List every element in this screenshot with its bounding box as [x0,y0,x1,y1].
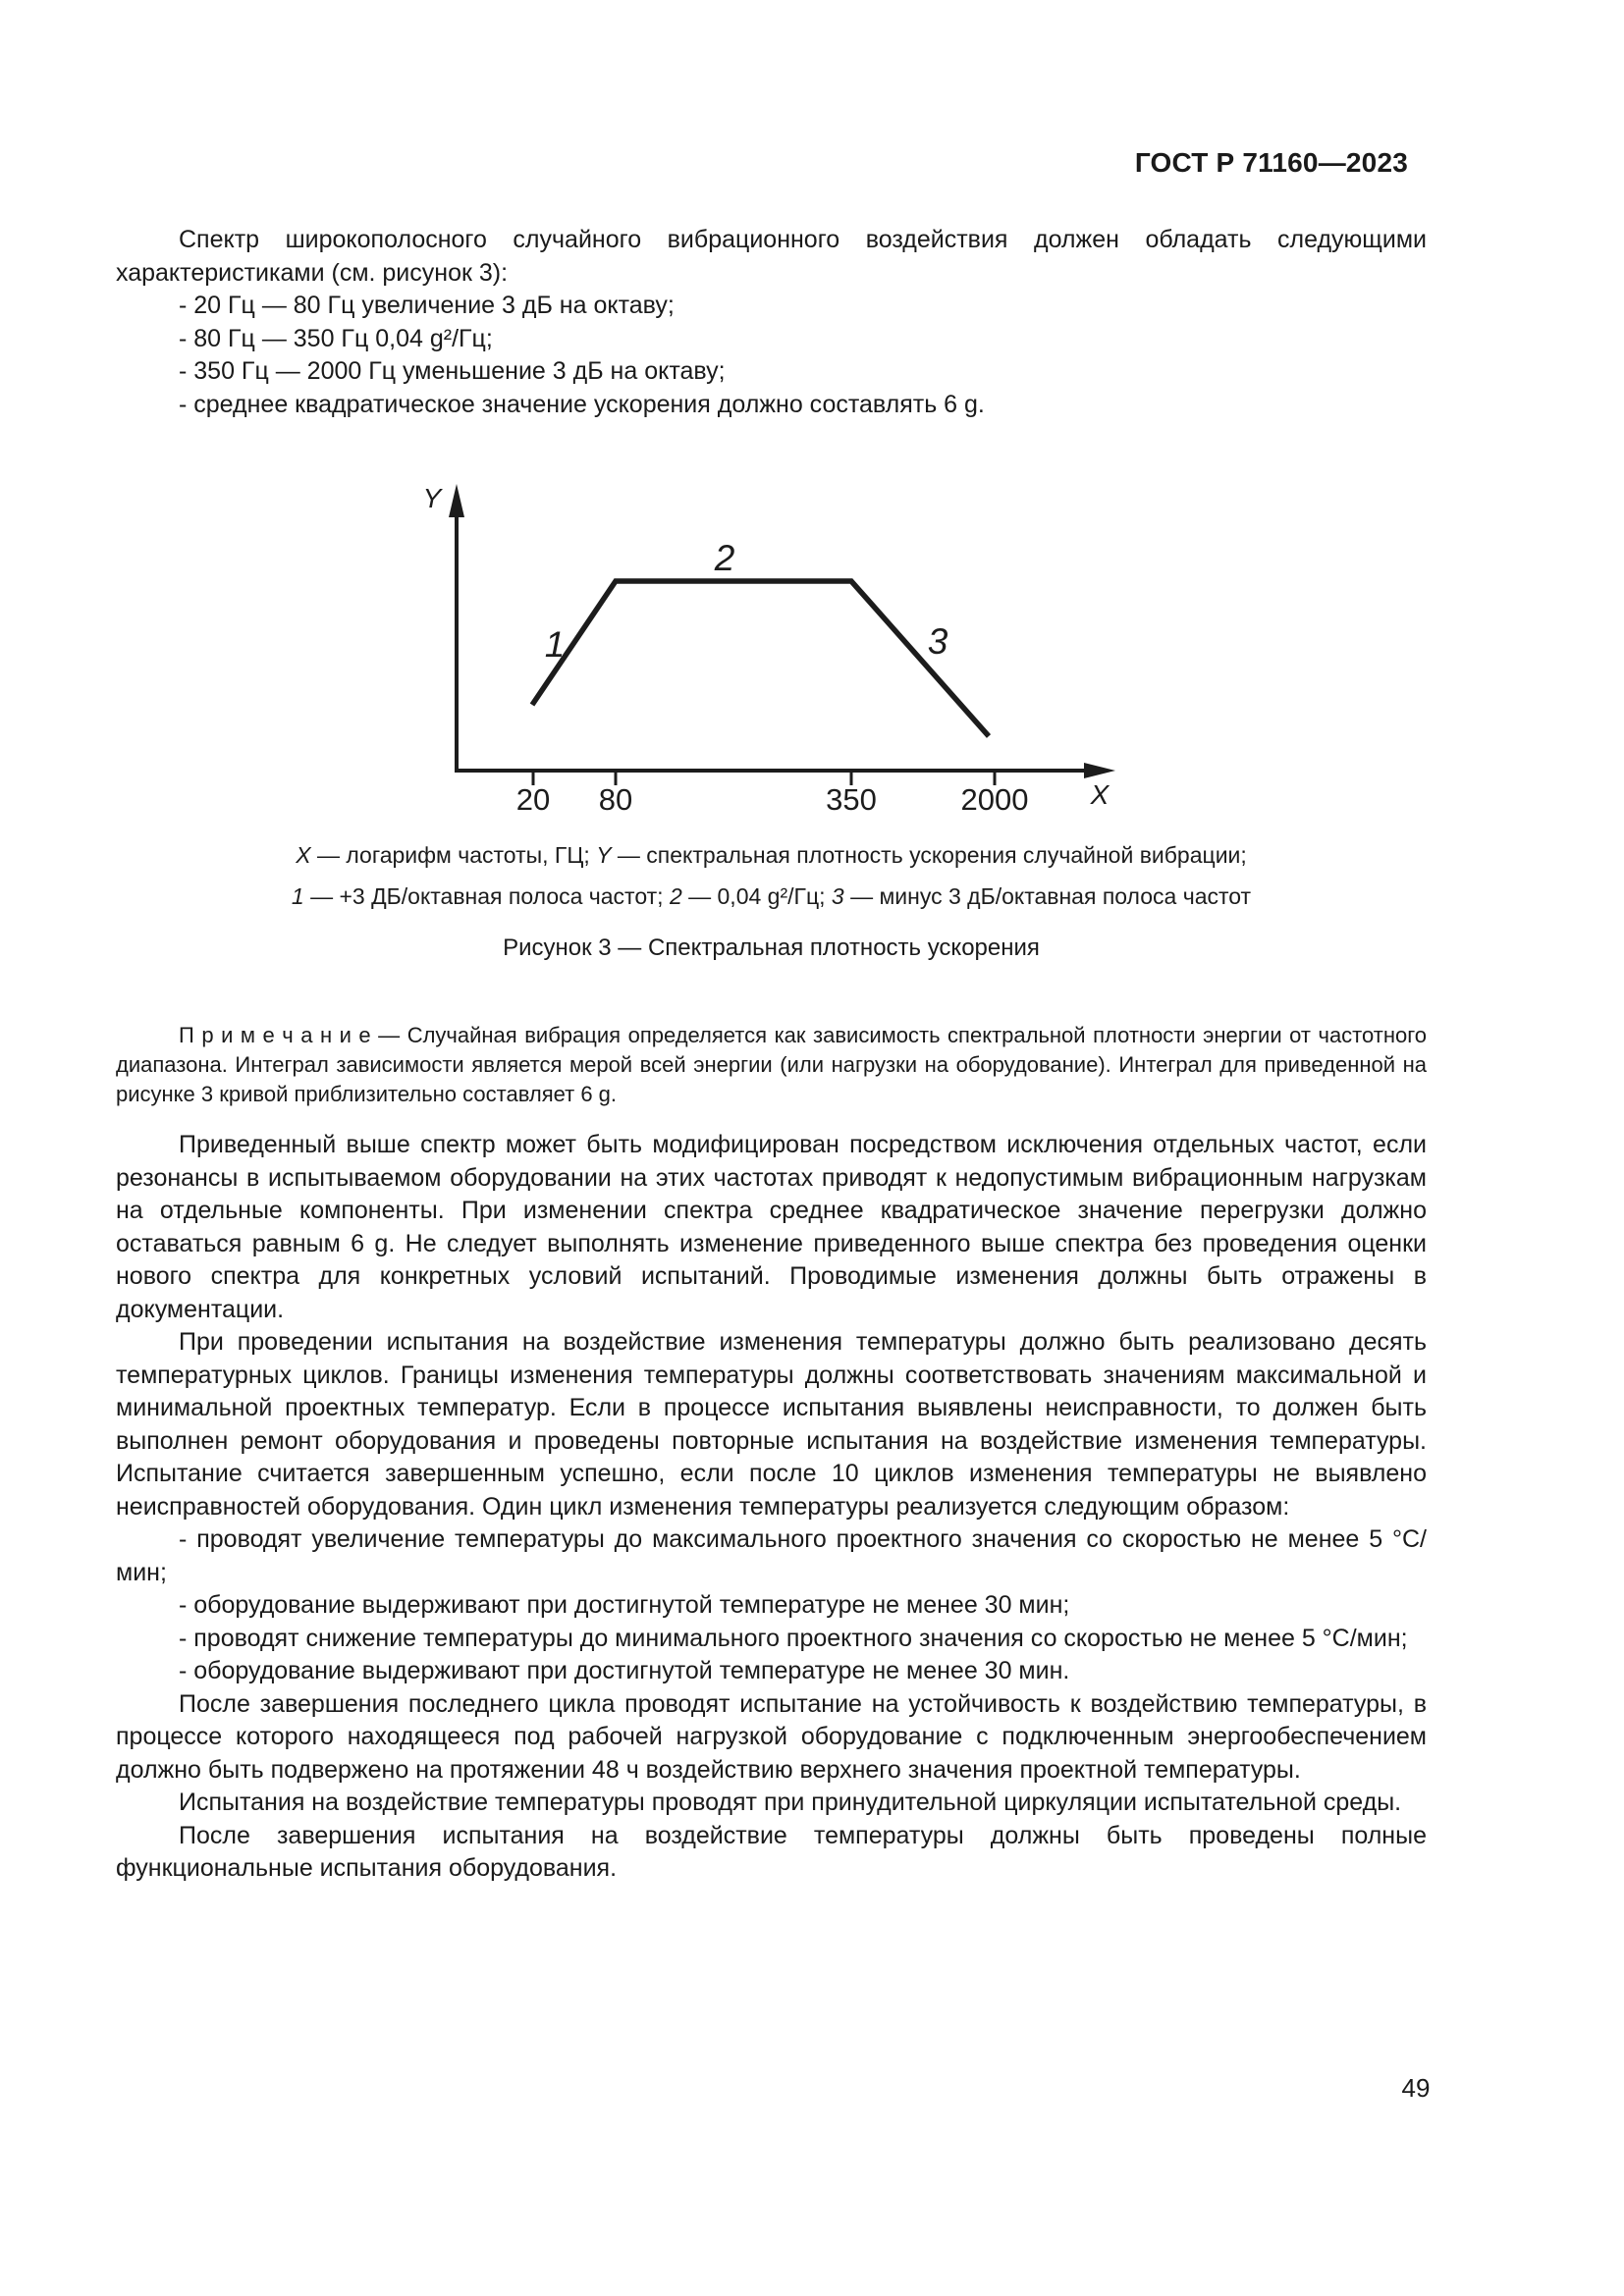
figure-3 [422,476,1129,820]
spectral-density-chart [422,476,1129,820]
intro-section [116,224,1427,421]
y-axis-arrow-icon [449,484,464,517]
body-paragraph: После завершения испытания на воздействие температуры должны быть проведены полные функциональные испытания оборудования. [116,1821,1427,1882]
body-text [116,1129,1427,1886]
legend-var-2: 2 [669,883,682,909]
temperature-bullet-2: - оборудование выдерживают при достигнутой температуре не менее 30 мин; [179,1591,1070,1619]
figure-legend-line1 [116,842,1427,869]
spectrum-bullet-4: - среднее квадратическое значение ускорения должно составлять 6 g. [179,390,985,418]
legend-var-y: Y [596,842,612,868]
legend-var-x: X [296,842,311,868]
page-number: 49 [1401,2073,1431,2103]
figure-caption: Рисунок 3 — Спектральная плотность ускорения [503,934,1040,961]
legend-text: — логарифм частоты, ГЦ; [310,842,597,868]
legend-var-1: 1 [291,883,304,909]
temperature-bullet-4: - оборудование выдерживают при достигнутой температуре не менее 30 мин. [179,1657,1070,1684]
body-paragraph: После завершения последнего цикла проводят испытание на устойчивость к воздействию температуры, в процессе которого находящееся под рабочей нагрузкой оборудование с подключенным энергообеспечением должно быть подвержено на протяжении 48 ч воздействию верхнего значения проектной температуры. [116,1689,1427,1784]
spectrum-curve [532,581,989,736]
doc-number: ГОСТ Р 71160—2023 [1134,147,1408,178]
segment-label-1: 1 [544,624,566,665]
x-axis-label: X [1090,779,1110,810]
temperature-bullet-3: - проводят снижение температуры до минимального проектного значения со скоростью не менее 5 °С/мин; [179,1624,1408,1652]
segment-label-2: 2 [714,538,735,578]
intro-paragraph: Спектр широкополосного случайного вибрационного воздействия должен обладать следующими характеристиками (см. рисунок 3): [116,226,1427,287]
spectrum-bullet-3: - 350 Гц — 2000 Гц уменьшение 3 дБ на октаву; [179,357,726,385]
y-axis-label: Y [422,483,442,513]
x-axis-arrow-icon [1084,763,1115,778]
legend-var-3: 3 [831,883,844,909]
note-paragraph: П р и м е ч а н и е — Случайная вибрация определяется как зависимость спектральной плотности энергии от частотного диапазона. Интеграл зависимости является мерой всей энергии (или нагрузки на оборудование). Интеграл для приведенной на рисунке 3 кривой приблизительно составляет 6 g. [116,1023,1427,1106]
legend-text: — минус 3 дБ/октавная полоса частот [843,883,1252,909]
legend-text: — спектральная плотность ускорения случайной вибрации; [611,842,1247,868]
body-paragraph: Испытания на воздействие температуры проводят при принудительной циркуляции испытательной среды. [179,1789,1402,1816]
legend-text: — 0,04 g²/Гц; [681,883,832,909]
tick-label-350: 350 [826,782,877,817]
figure-legend-line2 [116,883,1427,910]
body-paragraph: При проведении испытания на воздействие изменения температуры должно быть реализовано десять температурных циклов. Границы изменения температуры должны соответствовать значениям максимальной и минимальной проектных температур. Если в процессе испытания выявлены неисправности, то должен быть выполнен ремонт оборудования и проведены повторные испытания на воздействие изменения температуры. Испытание считается завершенным успешно, если после 10 циклов изменения температуры не выявлено неисправностей оборудования. Один цикл изменения температуры реализуется следующим образом: [116,1328,1427,1521]
spectrum-bullet-1: - 20 Гц — 80 Гц увеличение 3 дБ на октаву; [179,292,675,319]
legend-text: — +3 ДБ/октавная полоса частот; [303,883,670,909]
tick-label-80: 80 [598,782,633,817]
temperature-bullet-1: - проводят увеличение температуры до максимального проектного значения со скоростью не менее 5 °С/мин; [116,1525,1427,1586]
tick-label-20: 20 [515,782,551,817]
spectrum-bullet-2: - 80 Гц — 350 Гц 0,04 g²/Гц; [179,324,493,352]
body-paragraph: Приведенный выше спектр может быть модифицирован посредством исключения отдельных частот, если резонансы в испытываемом оборудовании на этих частотах приводят к недопустимым вибрационным нагрузкам на отдельные компоненты. При изменении спектра среднее квадратическое значение перегрузки должно оставаться равным 6 g. Не следует выполнять изменение приведенного выше спектра без проведения оценки нового спектра для конкретных условий испытаний. Проводимые изменения должны быть отражены в документации. [116,1131,1427,1323]
tick-label-2000: 2000 [960,782,1029,817]
segment-label-3: 3 [927,621,948,662]
